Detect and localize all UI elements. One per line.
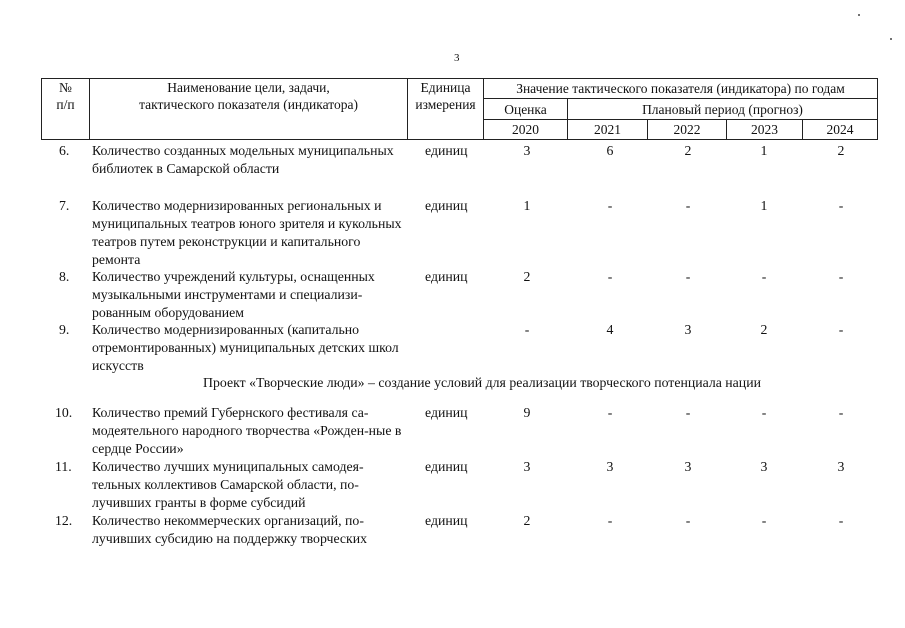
row-value-2022: - [685, 513, 691, 528]
header-unit-cell [408, 79, 484, 140]
row-indicator-name: Количество лучших муниципальных самодея-тельных коллективов Самарской области, по-лучивших гранты в форме субсидий [92, 459, 364, 510]
row-number: 8. [59, 269, 70, 284]
header-name-cell [90, 79, 408, 140]
row-value-2024: - [838, 198, 844, 213]
row-indicator-name: Количество созданных модельных муниципальных библиотек в Самарской области [92, 143, 394, 176]
row-number: 11. [55, 459, 72, 474]
row-value-2024: 3 [837, 459, 845, 474]
row-value-2022: 3 [684, 322, 692, 337]
row-value-2020: - [524, 322, 530, 337]
header-name-line2: тактического показателя (индикатора) [139, 97, 358, 112]
row-value-2024: 2 [837, 143, 845, 158]
row-number: 10. [55, 405, 73, 420]
row-value-2023: 3 [760, 459, 768, 474]
row-number: 7. [59, 198, 70, 213]
row-value-2023: - [761, 513, 767, 528]
row-value-2024: - [838, 269, 844, 284]
project-heading: Проект «Творческие люди» – создание условий для реализации творческого потенциала нации [203, 375, 761, 390]
row-value-2021: 6 [606, 143, 614, 158]
scan-speck [858, 14, 860, 16]
row-value-2022: - [685, 405, 691, 420]
row-value-2023: 1 [760, 143, 768, 158]
indicator-table-header [41, 78, 878, 140]
row-value-2022: - [685, 198, 691, 213]
row-value-2021: 4 [606, 322, 614, 337]
header-unit-line1: Единица [420, 80, 471, 95]
row-value-2022: 2 [684, 143, 692, 158]
row-value-2021: - [607, 513, 613, 528]
row-value-2024: - [838, 322, 844, 337]
row-value-2022: - [685, 269, 691, 284]
header-name-line1: Наименование цели, задачи, [167, 80, 330, 95]
row-indicator-name: Количество премий Губернского фестиваля са-модеятельного народного творчества «Рожден-ные в сердце России» [92, 405, 402, 456]
row-value-2020: 2 [523, 269, 531, 284]
row-unit: единиц [425, 143, 468, 158]
row-number: 12. [55, 513, 73, 528]
header-year-2022: 2022 [648, 120, 727, 140]
row-value-2021: - [607, 405, 613, 420]
row-value-2021: - [607, 198, 613, 213]
row-value-2023: 1 [760, 198, 768, 213]
page-number: 3 [454, 52, 460, 64]
row-indicator-name: Количество модернизированных региональных и муниципальных театров юного зрителя и кукольных театров путем реконструкции и капитального ремонта [92, 198, 402, 267]
row-indicator-name: Количество некоммерческих организаций, по-лучивших субсидию на поддержку творческих [92, 513, 368, 546]
row-value-2022: 3 [684, 459, 692, 474]
header-values-title: Значение тактического показателя (индикатора) по годам [484, 79, 878, 99]
row-value-2023: - [761, 405, 767, 420]
header-estimate: Оценка [484, 99, 568, 120]
row-value-2024: - [838, 513, 844, 528]
row-value-2020: 9 [523, 405, 531, 420]
row-unit: единиц [425, 405, 468, 420]
row-value-2020: 1 [523, 198, 531, 213]
row-unit: единиц [425, 459, 468, 474]
header-planned-period: Плановый период (прогноз) [568, 99, 878, 120]
header-unit-line2: измерения [415, 97, 476, 112]
row-indicator-name: Количество учреждений культуры, оснащенных музыкальными инструментами и специализи-рованным оборудованием [92, 269, 375, 320]
row-value-2021: 3 [606, 459, 614, 474]
row-unit: единиц [425, 269, 468, 284]
row-value-2020: 3 [523, 143, 531, 158]
row-value-2024: - [838, 405, 844, 420]
header-number-line2: п/п [56, 97, 75, 112]
header-year-2020: 2020 [484, 120, 568, 140]
scan-speck [890, 38, 892, 40]
row-unit: единиц [425, 198, 468, 213]
row-indicator-name: Количество модернизированных (капитально отремонтированных) муниципальных детских школ искусств [92, 322, 399, 373]
row-value-2023: 2 [760, 322, 768, 337]
row-value-2020: 3 [523, 459, 531, 474]
row-number: 6. [59, 143, 70, 158]
row-value-2021: - [607, 269, 613, 284]
header-number-line1: № [59, 80, 72, 95]
row-number: 9. [59, 322, 70, 337]
header-year-2023: 2023 [727, 120, 803, 140]
row-value-2023: - [761, 269, 767, 284]
row-value-2020: 2 [523, 513, 531, 528]
header-number-cell [42, 79, 90, 140]
header-year-2024: 2024 [803, 120, 878, 140]
row-unit: единиц [425, 513, 468, 528]
header-year-2021: 2021 [568, 120, 648, 140]
